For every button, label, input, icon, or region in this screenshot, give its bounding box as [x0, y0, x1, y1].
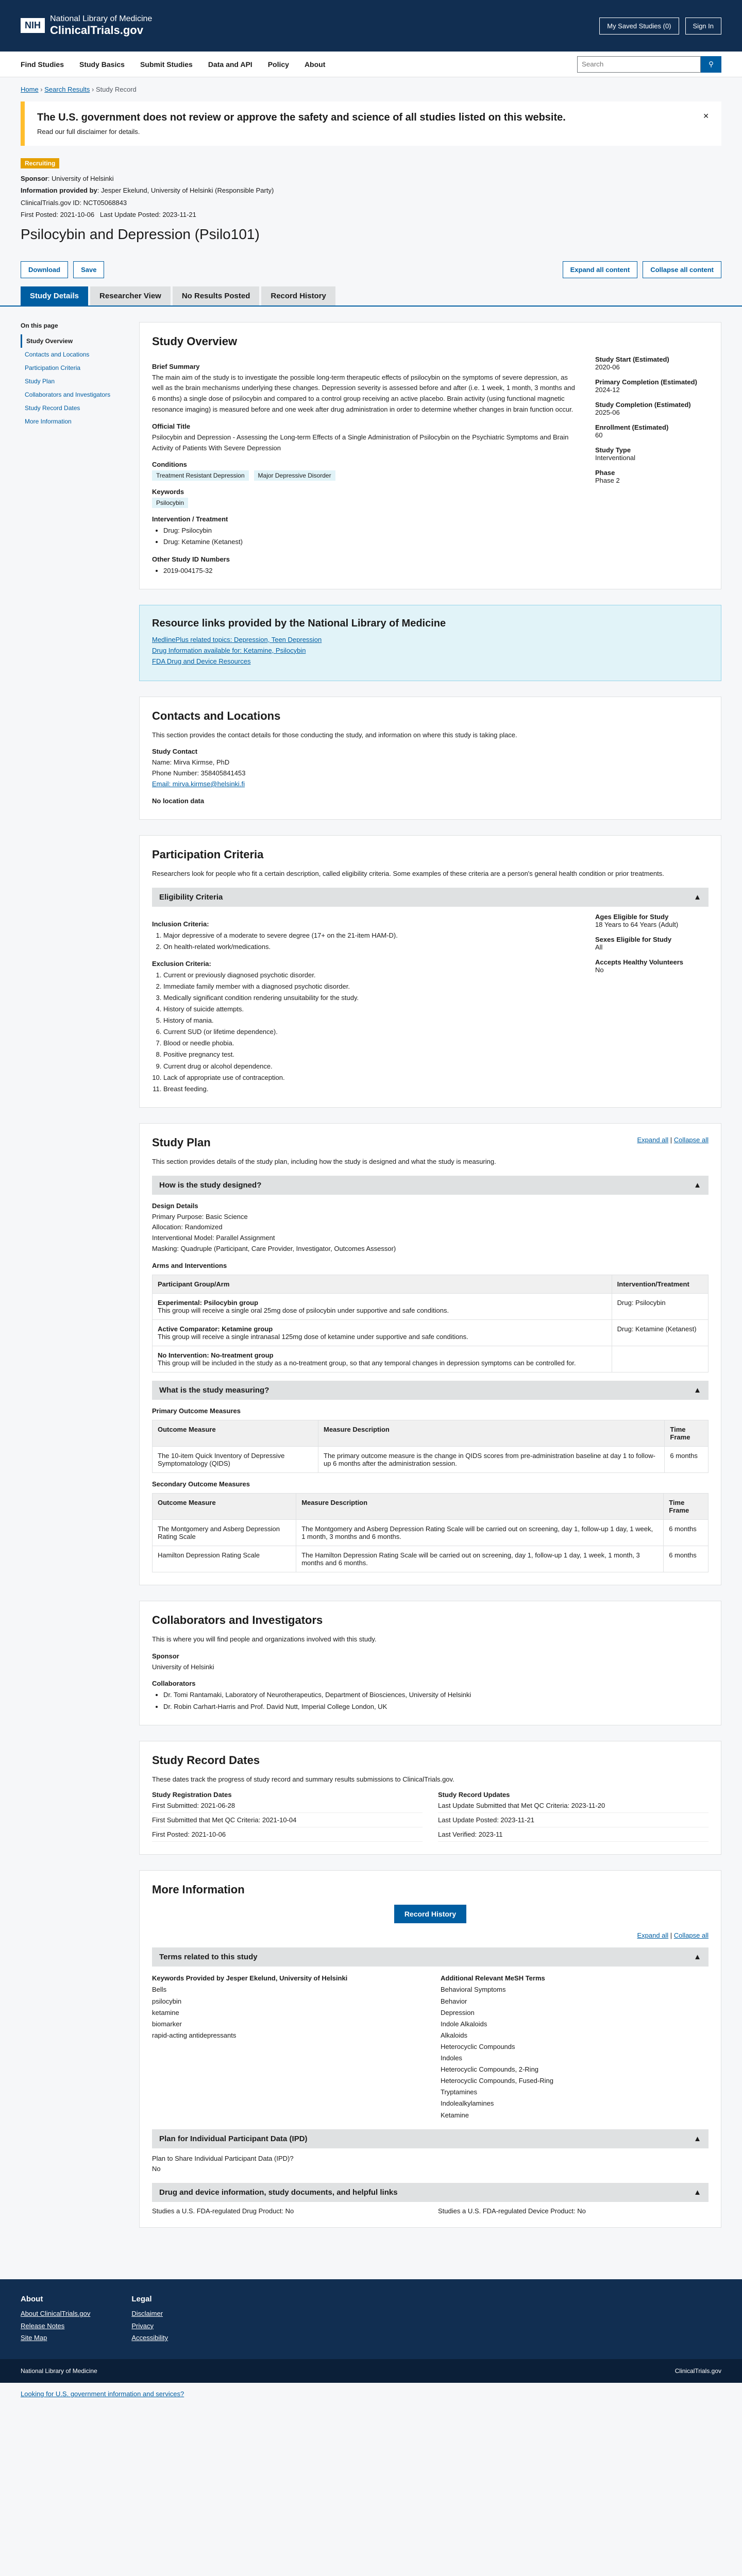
sponsor-label: Sponsor — [152, 1652, 179, 1660]
nav-submit-studies[interactable]: Submit Studies — [140, 60, 193, 69]
collaborators-label: Collaborators — [152, 1680, 196, 1688]
table-row — [153, 1519, 709, 1546]
eligibility-title: Eligibility Criteria — [159, 892, 223, 902]
outcome-description: The primary outcome measure is the change in QIDS scores from pre-administration baseline at day 1 to follow-up 6 months after the administration session. — [318, 1446, 665, 1472]
table-header: Time Frame — [665, 1420, 709, 1446]
kv-value: 2020-06 — [595, 363, 620, 371]
collapse-all-link[interactable]: Collapse all — [673, 1136, 709, 1144]
kv-label: Study Type — [595, 446, 631, 454]
breadcrumb: Home › Search Results › Study Record — [21, 86, 137, 93]
section-intro: This section provides details of the study plan, including how the study is designed and what the study is measuring. — [152, 1157, 496, 1165]
arm-desc: This group will receive a single intranasal 125mg dose of ketamine under supportive and safe conditions. — [158, 1332, 468, 1341]
criteria-item: 3. Medically significant condition rendering unsuitability for the study. — [163, 992, 580, 1004]
kv-value: 60 — [595, 431, 603, 439]
chevron-up-icon: ▲ — [694, 1180, 701, 1190]
keyword-item: Bells — [152, 1986, 167, 1994]
section-intro: This is where you will find people and organizations involved with this study. — [152, 1635, 377, 1643]
design-accordion[interactable] — [152, 1176, 709, 1195]
expand-all-link[interactable]: Expand all — [637, 1136, 669, 1144]
keyword-item: psilocybin — [152, 1997, 182, 2005]
toc-item[interactable]: More Information — [25, 417, 72, 425]
ipd-accordion[interactable] — [152, 2129, 709, 2148]
tab-bar — [0, 286, 742, 307]
outcome-timeframe: 6 months — [665, 1446, 709, 1472]
toc-title: On this page — [21, 321, 58, 329]
intervention-label: Intervention / Treatment — [152, 515, 228, 523]
criteria-item: 11. Breast feeding. — [163, 1083, 580, 1095]
footer-link[interactable]: Site Map — [21, 2333, 47, 2342]
site-logo[interactable] — [21, 14, 152, 38]
last-update: 2023-11-21 — [162, 211, 196, 219]
nav-study-basics[interactable]: Study Basics — [79, 60, 125, 69]
outcome-description: The Hamilton Depression Rating Scale will be carried out on screening, day 1, follow-up 1 day, 1 week, 1 month, 3 months and 6 months. — [296, 1546, 664, 1572]
chevron-up-icon: ▲ — [694, 2134, 701, 2143]
outcome-measure: The Montgomery and Asberg Depression Rating Scale — [153, 1519, 296, 1546]
record-updates-title: Study Record Updates — [438, 1791, 510, 1799]
close-icon[interactable]: ✕ — [703, 112, 709, 120]
main-nav — [0, 52, 742, 77]
table-header: Measure Description — [318, 1420, 665, 1446]
keyword-item: biomarker — [152, 2020, 182, 2028]
outcome-measure: The 10-item Quick Inventory of Depressive Symptomatology (QIDS) — [153, 1446, 318, 1472]
alert-title: The U.S. government does not review or approve the safety and science of all studies listed on this website. — [37, 112, 566, 123]
table-row — [153, 1319, 709, 1346]
criteria-item: 5. History of mania. — [163, 1015, 580, 1026]
section-title: Contacts and Locations — [152, 709, 281, 722]
outcome-measure: Hamilton Depression Rating Scale — [153, 1546, 296, 1572]
mesh-item: Ketamine — [441, 2111, 469, 2119]
contact-phone: Phone Number: 358405841453 — [152, 769, 246, 777]
kv-label: Sexes Eligible for Study — [595, 935, 672, 943]
section-title: Collaborators and Investigators — [152, 1613, 323, 1626]
status-badge: Recruiting — [21, 158, 59, 168]
table-row — [153, 1346, 709, 1372]
section-title: Study Overview — [152, 334, 238, 348]
contact-email[interactable]: Email: mirva.kirmse@helsinki.fi — [152, 780, 245, 788]
section-intro: This section provides the contact details for those conducting the study, and information on where this study is taking place. — [152, 731, 517, 739]
exclusion-label: Exclusion Criteria: — [152, 959, 211, 968]
save-button[interactable]: Save — [73, 261, 104, 278]
fda-resources-link[interactable]: FDA Drug and Device Resources — [152, 657, 251, 665]
footer-link[interactable]: Release Notes — [21, 2321, 65, 2330]
table-header: Intervention/Treatment — [612, 1275, 708, 1293]
mesh-item: Behavior — [441, 1997, 467, 2005]
mesh-item: Depression — [441, 2008, 475, 2016]
criteria-item: 6. Current SUD (or lifetime dependence). — [163, 1026, 580, 1038]
secondary-outcome-label: Secondary Outcome Measures — [152, 1480, 250, 1488]
footer-col-title: About — [21, 2295, 43, 2304]
resource-title: Resource links provided by the National Library of Medicine — [152, 617, 446, 629]
tab-no-results[interactable]: No Results Posted — [173, 286, 260, 306]
chevron-up-icon: ▲ — [694, 1385, 701, 1395]
keywords-provided-label: Keywords Provided by Jesper Ekelund, University of Helsinki — [152, 1974, 348, 1982]
date-item: Last Update Submitted that Met QC Criteria: 2023-11-20 — [438, 1799, 709, 1813]
toc-item[interactable]: Study Record Dates — [25, 404, 80, 412]
keywords-label: Keywords — [152, 488, 184, 496]
design-line: Masking: Quadruple (Participant, Care Provider, Investigator, Outcomes Assessor) — [152, 1245, 396, 1253]
inclusion-label: Inclusion Criteria: — [152, 920, 209, 928]
section-title: Participation Criteria — [152, 848, 264, 861]
kv-label: Study Completion (Estimated) — [595, 400, 691, 409]
table-header: Outcome Measure — [153, 1420, 318, 1446]
section-title: Study Plan — [152, 1136, 211, 1149]
contact-label: Study Contact — [152, 748, 198, 756]
mesh-item: Indoles — [441, 2054, 462, 2062]
contacts-section — [139, 697, 721, 820]
design-line: Allocation: Randomized — [152, 1223, 223, 1231]
kv-label: Ages Eligible for Study — [595, 912, 669, 921]
condition-tag[interactable]: Treatment Resistant Depression — [152, 470, 249, 481]
drug-info-link[interactable]: Drug Information available for: Ketamine, Psilocybin — [152, 646, 306, 654]
criteria-item: 1. Current or previously diagnosed psychotic disorder. — [163, 970, 580, 981]
criteria-item: 10. Lack of appropriate use of contraception. — [163, 1072, 580, 1083]
mesh-item: Alkaloids — [441, 2031, 468, 2039]
criteria-item: 1. Major depressive of a moderate to severe degree (17+ on the 21-item HAM-D). — [163, 930, 580, 941]
toc-item[interactable]: Collaborators and Investigators — [25, 391, 111, 398]
accordion-title: Terms related to this study — [159, 1953, 258, 1962]
keyword-item: ketamine — [152, 2008, 179, 2016]
footer-link[interactable]: Privacy — [131, 2321, 154, 2330]
expand-all-link[interactable]: Expand all — [637, 1931, 669, 1940]
conditions-label: Conditions — [152, 461, 187, 469]
nav-data-api[interactable]: Data and API — [208, 60, 252, 69]
section-title: Study Record Dates — [152, 1753, 260, 1767]
design-line: Interventional Model: Parallel Assignment — [152, 1234, 275, 1242]
nav-find-studies[interactable]: Find Studies — [21, 60, 64, 69]
kv-value: Interventional — [595, 453, 636, 462]
primary-outcome-label: Primary Outcome Measures — [152, 1406, 241, 1415]
sign-in-button[interactable]: Sign In — [685, 18, 721, 35]
breadcrumb-home[interactable]: Home — [21, 86, 39, 93]
kv-label: Study Start (Estimated) — [595, 355, 669, 363]
toc-item[interactable]: Contacts and Locations — [25, 350, 90, 358]
site-header — [0, 0, 742, 52]
toc-item[interactable]: Study Plan — [25, 377, 55, 385]
keyword-tag[interactable]: Psilocybin — [152, 498, 188, 508]
accordion-title: Plan for Individual Participant Data (IPD) — [159, 2134, 308, 2143]
date-item: Last Update Posted: 2023-11-21 — [438, 1813, 709, 1827]
date-item: First Submitted that Met QC Criteria: 2021-10-04 — [152, 1813, 423, 1827]
site-footer — [0, 2279, 742, 2359]
chevron-up-icon: ▲ — [694, 892, 701, 902]
table-row — [153, 1546, 709, 1572]
ipd-question: Plan to Share Individual Participant Data (IPD)? — [152, 2154, 294, 2162]
overview-sidebar — [595, 355, 709, 577]
arm-name: Experimental: Psilocybin group — [158, 1298, 259, 1307]
drug-accordion[interactable] — [152, 2183, 709, 2202]
action-bar — [0, 253, 742, 286]
search-button[interactable] — [701, 56, 721, 73]
outcome-timeframe: 6 months — [664, 1519, 709, 1546]
section-intro: These dates track the progress of study record and summary results submissions to ClinicalTrials.gov. — [152, 1775, 454, 1783]
gov-info-bar — [0, 2383, 742, 2405]
study-overview-section — [139, 322, 721, 589]
disclaimer-alert — [21, 101, 721, 146]
date-item: Last Verified: 2023-11 — [438, 1827, 709, 1842]
criteria-item: 9. Current drug or alcohol dependence. — [163, 1061, 580, 1072]
footer-link[interactable]: About ClinicalTrials.gov — [21, 2310, 91, 2318]
kv-label: Accepts Healthy Volunteers — [595, 958, 683, 966]
breadcrumb-current: Study Record — [95, 86, 137, 93]
arm-name: Active Comparator: Ketamine group — [158, 1325, 273, 1333]
kv-value: Phase 2 — [595, 476, 620, 484]
chevron-up-icon: ▲ — [694, 2188, 701, 2197]
kv-value: 2025-06 — [595, 408, 620, 416]
registration-dates-title: Study Registration Dates — [152, 1791, 232, 1799]
primary-outcome-table — [152, 1420, 709, 1473]
collaborator-item: • Dr. Robin Carhart-Harris and Prof. David Nutt, Imperial College London, UK — [163, 1701, 709, 1713]
saved-studies-button[interactable]: My Saved Studies (0) — [599, 18, 679, 35]
kv-value: All — [595, 943, 603, 951]
measure-accordion[interactable] — [152, 1381, 709, 1400]
tab-study-details[interactable]: Study Details — [21, 286, 88, 306]
search-icon: ⚲ — [709, 60, 714, 68]
arms-label: Arms and Interventions — [152, 1261, 227, 1269]
outcome-timeframe: 6 months — [664, 1546, 709, 1572]
accordion-title: What is the study measuring? — [159, 1385, 269, 1395]
arm-desc: This group will be included in the study as a no-treatment group, so that any temporal changes in depression symptoms can be controlled for. — [158, 1359, 576, 1367]
mesh-item: Heterocyclic Compounds — [441, 2042, 515, 2050]
nav-policy[interactable]: Policy — [267, 60, 289, 69]
table-header: Participant Group/Arm — [153, 1275, 612, 1293]
mesh-label: Additional Relevant MeSH Terms — [441, 1974, 545, 1982]
mesh-item: Indolealkylamines — [441, 2099, 494, 2108]
footer-col-title: Legal — [131, 2295, 152, 2304]
drug-product: Studies a U.S. FDA-regulated Drug Product: No — [152, 2207, 294, 2215]
arm-intervention: Drug: Psilocybin — [612, 1293, 708, 1319]
arm-desc: This group will receive a single oral 25mg dose of psilocybin under supportive and safe conditions. — [158, 1306, 449, 1314]
section-intro: Researchers look for people who fit a certain description, called eligibility criteria. Some examples of these criteria are a person's general health condition or prior treatments. — [152, 869, 664, 877]
contact-name: Name: Mirva Kirmse, PhD — [152, 758, 230, 767]
brief-summary: The main aim of the study is to investigate the possible long-term therapeutic effects of psilocybin on the symptoms of severe depression, as well as the brain mechanisms underlying these changes. Depression severity is assessed before and after (i.e. 1 week, 1 month, 3 months and 6 months) a single dose of psilocybin and compared to a control group receiving an active placebo. Brain activity (using functional magnetic resonance imaging) is measured before and one week after drug administration in order to determine whether changes in brain function occur. — [152, 373, 575, 413]
mesh-item: Heterocyclic Compounds, 2-Ring — [441, 2065, 539, 2074]
nih-logo: NIH — [21, 18, 45, 33]
alert-text: Read our full disclaimer for details. — [37, 128, 140, 135]
table-header: Time Frame — [664, 1493, 709, 1519]
design-line: Primary Purpose: Basic Science — [152, 1212, 248, 1221]
official-title: Psilocybin and Depression - Assessing the Long-term Effects of a Single Administration of Psilocybin on the Psychiatric Symptoms and Brain Activity of Patients With Severe Depression — [152, 433, 569, 452]
intervention-item: • Drug: Ketamine (Ketanest) — [163, 536, 580, 548]
criteria-item: 8. Positive pregnancy test. — [163, 1049, 580, 1060]
criteria-item: 4. History of suicide attempts. — [163, 1004, 580, 1015]
nlm-resource-links — [139, 605, 721, 681]
page-title: Psilocybin and Depression (Psilo101) — [21, 226, 260, 242]
mesh-item: Heterocyclic Compounds, Fused-Ring — [441, 2077, 553, 2085]
intervention-item: • Drug: Psilocybin — [163, 525, 580, 536]
arms-table — [152, 1275, 709, 1372]
collaborators-section — [139, 1601, 721, 1725]
site-title: ClinicalTrials.gov — [50, 24, 143, 37]
other-id: • 2019-004175-32 — [163, 565, 580, 577]
mesh-item: Tryptamines — [441, 2088, 478, 2096]
outcome-description: The Montgomery and Asberg Depression Rating Scale will be carried out on screening, day 1, follow-up 1 day, 1 week, 1 month, 3 months and 6 months. — [296, 1519, 664, 1546]
mesh-item: Behavioral Symptoms — [441, 1986, 506, 1994]
footer-link[interactable]: Disclaimer — [131, 2310, 163, 2318]
sponsor-value: University of Helsinki — [51, 175, 114, 182]
toc-item[interactable]: Study Overview — [21, 334, 124, 348]
other-id-label: Other Study ID Numbers — [152, 555, 230, 563]
keyword-item: rapid-acting antidepressants — [152, 2031, 237, 2039]
footer-site-title: ClinicalTrials.gov — [674, 2367, 721, 2375]
kv-value: 18 Years to 64 Years (Adult) — [595, 920, 679, 928]
ipd-answer: No — [152, 2165, 161, 2173]
footer-bottom — [0, 2359, 742, 2383]
section-title: More Information — [152, 1883, 245, 1896]
arm-intervention — [612, 1346, 708, 1372]
arm-name: No Intervention: No-treatment group — [158, 1351, 274, 1359]
date-item: First Posted: 2021-10-06 — [152, 1827, 423, 1842]
info-label: Information provided by — [21, 187, 97, 195]
design-details-label: Design Details — [152, 1201, 198, 1210]
chevron-up-icon: ▲ — [694, 1953, 701, 1962]
eligibility-header[interactable] — [152, 888, 709, 907]
breadcrumb-search-results[interactable]: Search Results — [44, 86, 90, 93]
tab-researcher-view[interactable]: Researcher View — [90, 286, 171, 306]
criteria-item: 7. Blood or needle phobia. — [163, 1038, 580, 1049]
record-history-button[interactable]: Record History — [394, 1905, 466, 1923]
info-value: Jesper Ekelund, University of Helsinki (Responsible Party) — [101, 187, 274, 195]
kv-label: Enrollment (Estimated) — [595, 423, 669, 431]
sponsor-label: Sponsor — [21, 175, 48, 182]
criteria-item: 2. Immediate family member with a diagnosed psychotic disorder. — [163, 981, 580, 992]
collaborator-item: • Dr. Tomi Rantamaki, Laboratory of Neurotherapeutics, Department of Biosciences, University of Helsinki — [163, 1689, 709, 1701]
study-plan-section: Study Plan Expand all | Collapse all This section provides details of the study plan, including how the study is designed and what the study is measuring. How is the study designed? ▲ Design Details Primary Purpose: Basic Science Allocation: Randomized Interventional Model: Parallel Assignment Masking: Quadruple (Participant, Care Provider, Investigator, Outcomes Assessor) Arms and Interventions Participant Group/Arm Intervention/Treatment Experimental: Psilocybin group This group will receive a single oral 25mg dose of psilocybin under supportive and safe conditions. Drug: Psilocybin Active Comparator: Ketamine group This group will receive a single intranasal 125mg dose of ketamine under supportive and safe conditions. Drug: Ketamine (Ketanest) No Intervention: No-treatment group This group will be included in the study as a no-treatment group, so that any temporal changes in depression symptoms can be controlled for. What is the study measuring? ▲ Primary Outcome Measures Outcome Measure Measure Description Time Frame The 10-item Quick Inventory of Depressive Symptomatology (QIDS) The primary outcome measure is the change in QIDS scores from pre-administration baseline at day 1 to follow-up 6 months after the administration session. 6 months Secondary Outcome Measures Outcome Measure Measure Description Time Frame The Montgomery and Asberg Depression Rating Scale The Montgomery and Asberg Depression Rating Scale will be carried out on screening, day 1, follow-up 1 day, 1 week, 1 month, 3 months and 6 months. 6 months Hamilton Depression Rating Scale The Hamilton Depression Rating Scale will be carried out on screening, day 1, follow-up 1 day, 1 week, 1 month, 3 months and 6 months. 6 months — [139, 1123, 721, 1585]
table-header: Outcome Measure — [153, 1493, 296, 1519]
gov-info-link[interactable]: Looking for U.S. government information and services? — [21, 2390, 184, 2398]
kv-label: Primary Completion (Estimated) — [595, 378, 697, 386]
collapse-all-button[interactable]: Collapse all content — [643, 261, 721, 278]
more-info-section: More Information Record History Expand all | Collapse all Terms related to this study ▲ Keywords Provided by Jesper Ekelund, University of Helsinki Bells psilocybin ketamine biomarker rapid-acting antidepressants Additional Relevant MeSH Terms Behavioral Symptoms Behavior Depression Indole Alkaloids Alkaloids Heterocyclic Compounds Indoles Heterocyclic Compounds, 2-Ring Heterocyclic Compounds, Fused-Ring Tryptamines Indolealkylamines Ketamine Plan for Individual Participant Data (IPD) ▲ Plan to Share Individual Participant Data (IPD)? No Drug and device information, study documents, and helpful links ▲ Studies a U.S. FDA-regulated Drug Product: No Studies a U.S. FDA-regulated Device Product: No — [139, 1870, 721, 2228]
tab-record-history[interactable]: Record History — [261, 286, 335, 306]
date-item: First Submitted: 2021-06-28 — [152, 1799, 423, 1813]
medlineplus-link[interactable]: MedlinePlus related topics: Depression, Teen Depression — [152, 635, 322, 643]
secondary-outcome-table — [152, 1493, 709, 1572]
table-header: Measure Description — [296, 1493, 664, 1519]
table-of-contents — [21, 322, 124, 2244]
nav-about[interactable]: About — [304, 60, 326, 69]
search-input[interactable] — [577, 56, 701, 73]
toc-item[interactable]: Participation Criteria — [25, 364, 81, 371]
mesh-item: Indole Alkaloids — [441, 2020, 487, 2028]
condition-tag[interactable]: Major Depressive Disorder — [254, 470, 335, 481]
accordion-title: How is the study designed? — [159, 1180, 262, 1190]
device-product: Studies a U.S. FDA-regulated Device Product: No — [438, 2207, 586, 2215]
kv-label: Phase — [595, 468, 615, 477]
first-posted: 2021-10-06 — [60, 211, 95, 219]
participation-criteria-section — [139, 835, 721, 1108]
table-row — [153, 1446, 709, 1472]
sponsor-value: University of Helsinki — [152, 1663, 214, 1671]
expand-all-button[interactable]: Expand all content — [563, 261, 638, 278]
arm-intervention: Drug: Ketamine (Ketanest) — [612, 1319, 708, 1346]
nct-id: NCT05068843 — [83, 198, 127, 207]
terms-accordion[interactable] — [152, 1947, 709, 1967]
accordion-title: Drug and device information, study documents, and helpful links — [159, 2188, 398, 2197]
download-button[interactable]: Download — [21, 261, 68, 278]
brief-summary-label: Brief Summary — [152, 362, 200, 370]
official-title-label: Official Title — [152, 422, 191, 430]
kv-value: 2024-12 — [595, 385, 620, 394]
footer-link[interactable]: Accessibility — [131, 2333, 168, 2342]
nlm-label: National Library of Medicine — [50, 14, 153, 24]
study-header: Recruiting Sponsor: University of Helsinki Information provided by: Jesper Ekelund, University of Helsinki (Responsible Party) ClinicalTrials.gov ID: NCT05068843 First Posted: 2021-10-06 Last Update Posted: 2023-11-21 Psilocybin and Depression (Psilo101) — [0, 146, 742, 253]
footer-logo: National Library of Medicine — [21, 2367, 97, 2375]
criteria-item: 2. On health-related work/medications. — [163, 941, 580, 953]
table-row — [153, 1293, 709, 1319]
record-dates-section — [139, 1741, 721, 1855]
kv-value: No — [595, 965, 604, 974]
collapse-all-link[interactable]: Collapse all — [673, 1931, 709, 1940]
no-location: No location data — [152, 796, 205, 805]
